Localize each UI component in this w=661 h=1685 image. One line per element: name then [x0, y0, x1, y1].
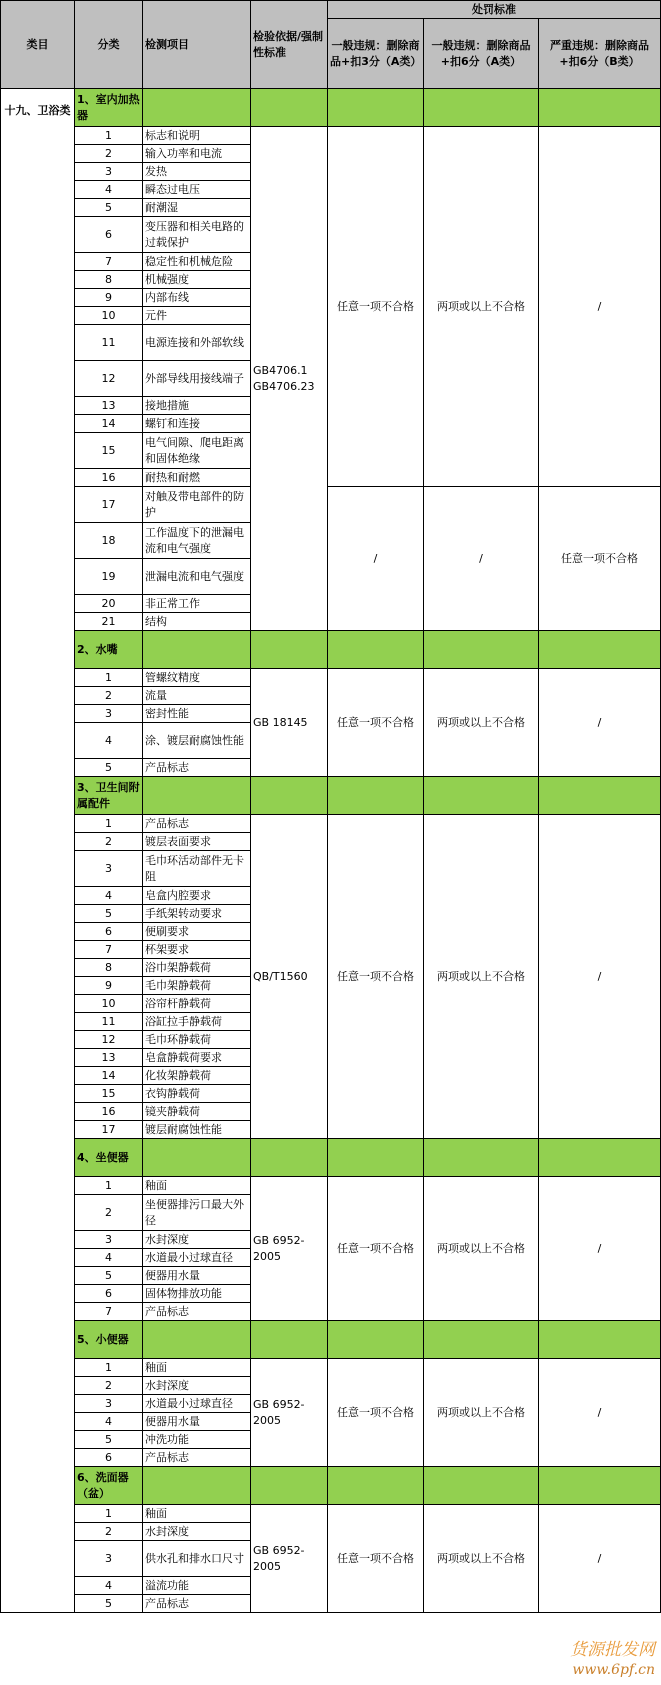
- item-name: 浴巾架静载荷: [143, 959, 251, 977]
- item-name: 非正常工作: [143, 595, 251, 613]
- item-name: 标志和说明: [143, 127, 251, 145]
- item-number: 2: [75, 145, 143, 163]
- item-name: 手纸架转动要求: [143, 905, 251, 923]
- table-row: [1, 487, 661, 523]
- item-number: 5: [75, 1267, 143, 1285]
- item-name: 对触及带电部件的防护: [143, 487, 251, 523]
- section-fill: [539, 1467, 661, 1505]
- penalty-a1: 任意一项不合格: [328, 669, 424, 777]
- section-fill: [424, 1139, 539, 1177]
- item-number: 1: [75, 669, 143, 687]
- penalty-a2: 两项或以上不合格: [424, 1505, 539, 1613]
- item-name: 变压器和相关电路的过载保护: [143, 217, 251, 253]
- penalty-a2: 两项或以上不合格: [424, 1359, 539, 1467]
- section-title: 5、小便器: [75, 1321, 143, 1359]
- item-name: 浴帘杆静载荷: [143, 995, 251, 1013]
- section-title: 1、室内加热器: [75, 89, 143, 127]
- item-number: 4: [75, 1577, 143, 1595]
- standard-cell: GB 6952-2005: [251, 1359, 328, 1467]
- item-name: 螺钉和连接: [143, 415, 251, 433]
- item-name: 水道最小过球直径: [143, 1395, 251, 1413]
- item-number: 1: [75, 1177, 143, 1195]
- section-row: [1, 1467, 661, 1505]
- item-name: 涂、镀层耐腐蚀性能: [143, 723, 251, 759]
- item-name: 接地措施: [143, 397, 251, 415]
- item-name: 发热: [143, 163, 251, 181]
- item-name: 镜夹静载荷: [143, 1103, 251, 1121]
- item-name: 釉面: [143, 1505, 251, 1523]
- standard-cell: GB 6952-2005: [251, 1505, 328, 1613]
- item-number: 4: [75, 181, 143, 199]
- item-number: 6: [75, 217, 143, 253]
- section-row: [1, 1321, 661, 1359]
- item-number: 11: [75, 1013, 143, 1031]
- penalty-b: /: [539, 1359, 661, 1467]
- item-name: 浴缸拉手静载荷: [143, 1013, 251, 1031]
- item-number: 8: [75, 271, 143, 289]
- item-name: 釉面: [143, 1177, 251, 1195]
- penalty-a1: 任意一项不合格: [328, 127, 424, 487]
- section-title: 3、卫生间附属配件: [75, 777, 143, 815]
- item-name: 皂盒静载荷要求: [143, 1049, 251, 1067]
- item-number: 2: [75, 1523, 143, 1541]
- item-number: 6: [75, 1449, 143, 1467]
- table-row: [1, 815, 661, 833]
- header-test-item: 检测项目: [143, 1, 251, 89]
- section-fill: [251, 777, 328, 815]
- item-name: 产品标志: [143, 759, 251, 777]
- item-name: 水道最小过球直径: [143, 1249, 251, 1267]
- section-fill: [424, 89, 539, 127]
- section-fill: [143, 1467, 251, 1505]
- header-standard: 检验依据/强制性标准: [251, 1, 328, 89]
- table-row: [1, 127, 661, 145]
- section-fill: [143, 777, 251, 815]
- section-row: [1, 631, 661, 669]
- item-name: 外部导线用接线端子: [143, 361, 251, 397]
- item-name: 瞬态过电压: [143, 181, 251, 199]
- section-title: 4、坐便器: [75, 1139, 143, 1177]
- item-number: 7: [75, 253, 143, 271]
- header-penalty-group: 处罚标准: [328, 1, 661, 19]
- item-number: 5: [75, 1431, 143, 1449]
- item-number: 2: [75, 687, 143, 705]
- item-number: 14: [75, 1067, 143, 1085]
- section-fill: [143, 1139, 251, 1177]
- item-number: 4: [75, 887, 143, 905]
- item-name: 管螺纹精度: [143, 669, 251, 687]
- item-number: 5: [75, 199, 143, 217]
- section-row: [1, 777, 661, 815]
- item-name: 水封深度: [143, 1231, 251, 1249]
- penalty-a2: 两项或以上不合格: [424, 1177, 539, 1321]
- item-name: 供水孔和排水口尺寸: [143, 1541, 251, 1577]
- item-name: 毛巾架静载荷: [143, 977, 251, 995]
- standard-cell: GB 6952-2005: [251, 1177, 328, 1321]
- item-name: 内部布线: [143, 289, 251, 307]
- item-name: 溢流功能: [143, 1577, 251, 1595]
- table-row: [1, 1177, 661, 1195]
- item-name: 流量: [143, 687, 251, 705]
- section-fill: [143, 1321, 251, 1359]
- penalty-a1: 任意一项不合格: [328, 1177, 424, 1321]
- penalty-a2: /: [424, 487, 539, 631]
- item-number: 4: [75, 1249, 143, 1267]
- penalty-b: /: [539, 127, 661, 487]
- item-name: 毛巾环静载荷: [143, 1031, 251, 1049]
- item-name: 便刷要求: [143, 923, 251, 941]
- penalty-b: /: [539, 1177, 661, 1321]
- item-number: 6: [75, 923, 143, 941]
- section-fill: [539, 89, 661, 127]
- item-name: 釉面: [143, 1359, 251, 1377]
- penalty-a1: /: [328, 487, 424, 631]
- item-number: 15: [75, 1085, 143, 1103]
- item-number: 20: [75, 595, 143, 613]
- item-name: 衣钩静载荷: [143, 1085, 251, 1103]
- section-fill: [251, 1139, 328, 1177]
- item-name: 稳定性和机械危险: [143, 253, 251, 271]
- penalty-a1: 任意一项不合格: [328, 815, 424, 1139]
- section-fill: [251, 1321, 328, 1359]
- item-name: 电源连接和外部软线: [143, 325, 251, 361]
- section-fill: [424, 1467, 539, 1505]
- item-number: 16: [75, 469, 143, 487]
- watermark: [570, 1640, 655, 1679]
- item-number: 7: [75, 941, 143, 959]
- watermark-url: www.6pf.cn: [572, 1661, 655, 1678]
- item-name: 便器用水量: [143, 1413, 251, 1431]
- section-title: 2、水嘴: [75, 631, 143, 669]
- item-number: 3: [75, 851, 143, 887]
- item-number: 3: [75, 1395, 143, 1413]
- item-number: 10: [75, 307, 143, 325]
- section-fill: [424, 777, 539, 815]
- item-number: 3: [75, 705, 143, 723]
- standard-cell: GB 18145: [251, 669, 328, 777]
- header-penalty-b: 严重违规：删除商品+扣6分（B类）: [539, 19, 661, 89]
- section-fill: [328, 1467, 424, 1505]
- standard-cell: GB4706.1 GB4706.23: [251, 127, 328, 631]
- section-row: [1, 1139, 661, 1177]
- item-name: 密封性能: [143, 705, 251, 723]
- standard-cell: QB/T1560: [251, 815, 328, 1139]
- section-fill: [251, 631, 328, 669]
- item-name: 杯架要求: [143, 941, 251, 959]
- header-subcategory: 分类: [75, 1, 143, 89]
- item-number: 18: [75, 523, 143, 559]
- item-name: 泄漏电流和电气强度: [143, 559, 251, 595]
- item-number: 4: [75, 1413, 143, 1431]
- item-number: 9: [75, 977, 143, 995]
- item-number: 8: [75, 959, 143, 977]
- item-name: 镀层耐腐蚀性能: [143, 1121, 251, 1139]
- item-number: 2: [75, 1195, 143, 1231]
- item-number: 5: [75, 905, 143, 923]
- section-fill: [424, 631, 539, 669]
- item-name: 皂盒内腔要求: [143, 887, 251, 905]
- item-number: 11: [75, 325, 143, 361]
- item-number: 7: [75, 1303, 143, 1321]
- item-name: 水封深度: [143, 1377, 251, 1395]
- item-number: 9: [75, 289, 143, 307]
- item-name: 产品标志: [143, 1595, 251, 1613]
- item-number: 3: [75, 1541, 143, 1577]
- item-number: 13: [75, 397, 143, 415]
- section-fill: [539, 1321, 661, 1359]
- header-penalty-a1: 一般违规：删除商品+扣3分（A类）: [328, 19, 424, 89]
- header-penalty-a2: 一般违规：删除商品+扣6分（A类）: [424, 19, 539, 89]
- penalty-a2: 两项或以上不合格: [424, 669, 539, 777]
- table-row: [1, 669, 661, 687]
- section-title: 6、洗面器（盆）: [75, 1467, 143, 1505]
- item-number: 2: [75, 1377, 143, 1395]
- item-number: 19: [75, 559, 143, 595]
- section-fill: [328, 1321, 424, 1359]
- section-fill: [539, 1139, 661, 1177]
- item-number: 4: [75, 723, 143, 759]
- item-name: 结构: [143, 613, 251, 631]
- section-fill: [328, 777, 424, 815]
- table-row: [1, 1359, 661, 1377]
- item-number: 3: [75, 163, 143, 181]
- item-name: 镀层表面要求: [143, 833, 251, 851]
- header-category: 类目: [1, 1, 75, 89]
- section-fill: [251, 89, 328, 127]
- item-number: 17: [75, 487, 143, 523]
- penalty-b: /: [539, 669, 661, 777]
- item-number: 5: [75, 1595, 143, 1613]
- item-name: 冲洗功能: [143, 1431, 251, 1449]
- section-fill: [539, 631, 661, 669]
- item-number: 15: [75, 433, 143, 469]
- table-body: [1, 89, 661, 1613]
- item-name: 坐便器排污口最大外径: [143, 1195, 251, 1231]
- item-name: 输入功率和电流: [143, 145, 251, 163]
- section-row: [1, 89, 661, 127]
- penalty-a2: 两项或以上不合格: [424, 127, 539, 487]
- table-row: [1, 1505, 661, 1523]
- item-name: 水封深度: [143, 1523, 251, 1541]
- item-number: 10: [75, 995, 143, 1013]
- penalty-a1: 任意一项不合格: [328, 1505, 424, 1613]
- item-number: 14: [75, 415, 143, 433]
- item-number: 6: [75, 1285, 143, 1303]
- penalty-b: /: [539, 1505, 661, 1613]
- penalty-a2: 两项或以上不合格: [424, 815, 539, 1139]
- item-number: 17: [75, 1121, 143, 1139]
- item-number: 12: [75, 361, 143, 397]
- watermark-text: 货源批发网: [570, 1640, 655, 1661]
- item-number: 1: [75, 127, 143, 145]
- item-name: 毛巾环活动部件无卡阻: [143, 851, 251, 887]
- item-number: 1: [75, 1359, 143, 1377]
- section-fill: [328, 89, 424, 127]
- section-fill: [424, 1321, 539, 1359]
- section-fill: [143, 631, 251, 669]
- section-fill: [539, 777, 661, 815]
- item-name: 产品标志: [143, 1449, 251, 1467]
- item-name: 便器用水量: [143, 1267, 251, 1285]
- item-number: 21: [75, 613, 143, 631]
- item-number: 13: [75, 1049, 143, 1067]
- item-name: 耐潮湿: [143, 199, 251, 217]
- category-cell: 十九、卫浴类: [1, 89, 75, 1613]
- item-number: 1: [75, 1505, 143, 1523]
- item-number: 5: [75, 759, 143, 777]
- item-name: 工作温度下的泄漏电流和电气强度: [143, 523, 251, 559]
- item-name: 产品标志: [143, 815, 251, 833]
- penalty-b: 任意一项不合格: [539, 487, 661, 631]
- item-number: 1: [75, 815, 143, 833]
- section-fill: [328, 1139, 424, 1177]
- section-fill: [143, 89, 251, 127]
- item-name: 化妆架静载荷: [143, 1067, 251, 1085]
- item-number: 16: [75, 1103, 143, 1121]
- item-name: 产品标志: [143, 1303, 251, 1321]
- item-number: 2: [75, 833, 143, 851]
- item-number: 3: [75, 1231, 143, 1249]
- item-name: 电气间隙、爬电距离和固体绝缘: [143, 433, 251, 469]
- section-fill: [251, 1467, 328, 1505]
- item-name: 固体物排放功能: [143, 1285, 251, 1303]
- penalty-b: /: [539, 815, 661, 1139]
- section-fill: [328, 631, 424, 669]
- penalty-a1: 任意一项不合格: [328, 1359, 424, 1467]
- item-name: 耐热和耐燃: [143, 469, 251, 487]
- item-number: 12: [75, 1031, 143, 1049]
- item-name: 元件: [143, 307, 251, 325]
- item-name: 机械强度: [143, 271, 251, 289]
